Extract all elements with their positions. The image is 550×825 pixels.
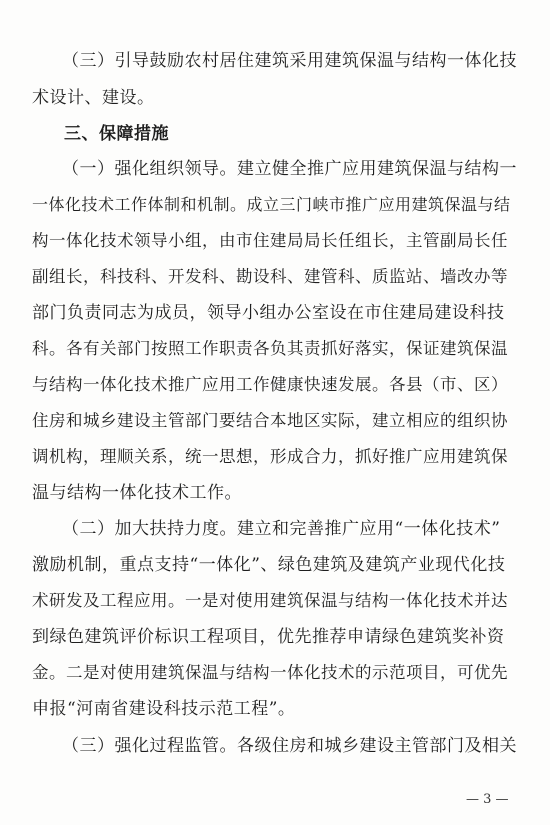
paragraph-line: 术设计、建设。 (32, 88, 155, 108)
paragraph-line: 一体化技术工作体制和机制。成立三门峡市推广应用建筑保温与结 (32, 195, 511, 214)
paragraph-line: 构一体化技术领导小组，由市住建局局长任组长，主管副局长任 (32, 231, 508, 250)
paragraph-line: 到绿色建筑评价标识工程项目，优先推荐申请绿色建筑奖补资 (32, 627, 505, 647)
page-number: — 3 — (466, 792, 509, 807)
paragraph-line: 金。二是对使用建筑保温与结构一体化技术的示范项目，可优先 (32, 663, 508, 682)
paragraph-line: 激励机制，重点支持“一体化”、绿色建筑及建筑产业现代化技 (32, 555, 506, 575)
paragraph-line: （二）加大扶持力度。建立和完善推广应用“一体化技术” (62, 519, 501, 539)
paragraph-line: 科。各有关部门按照工作职责各负其责抓好落实，保证建筑保温 (32, 339, 508, 358)
paragraph-line: 部门负责同志为成员，领导小组办公室设在市住建局建设科技 (32, 303, 505, 323)
paragraph-line: 调机构，理顺关系，统一思想，形成合力，抓好推广应用建筑保 (32, 447, 508, 466)
paragraph-line: 术研发及工程应用。一是对使用建筑保温与结构一体化技术并达 (32, 591, 508, 610)
paragraph-line: 与结构一体化技术推广应用工作健康快速发展。各县（市、区） (32, 375, 508, 394)
paragraph-line: 申报“河南省建设科技示范工程”。 (32, 699, 296, 719)
paragraph-line: 住房和城乡建设主管部门要结合本地区实际，建立相应的组织协 (32, 411, 508, 430)
paragraph-line: （一）强化组织领导。建立健全推广应用建筑保温与结构一 (62, 159, 517, 179)
paragraph-line: 副组长，科技科、开发科、勘设科、建管科、质监站、墙改办等 (32, 267, 508, 286)
section-heading: 三、保障措施 (64, 124, 169, 144)
paragraph-line: 温与结构一体化技术工作。 (32, 483, 242, 503)
paragraph-line: （三）引导鼓励农村居住建筑采用建筑保温与结构一体化技 (62, 51, 517, 71)
paragraph-line: （三）强化过程监管。各级住房和城乡建设主管部门及相关 (62, 736, 517, 756)
